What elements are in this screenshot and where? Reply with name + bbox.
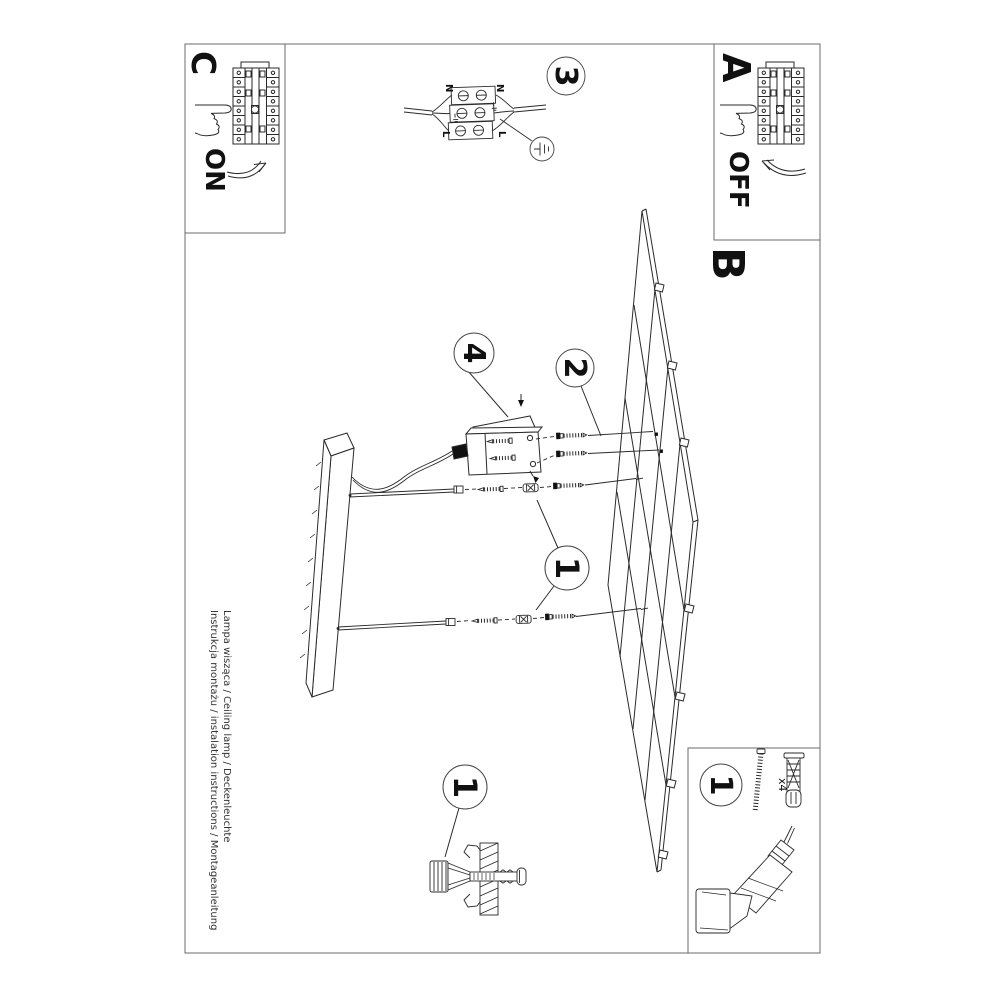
drill-icon xyxy=(696,826,795,933)
footer-product-line: Lampa wisząca / Ceiling lamp / Deckenleuchte xyxy=(221,610,232,843)
ceiling-grid-panel xyxy=(608,209,698,872)
panel-letter-b: B xyxy=(702,247,753,281)
kit-step-number: 1 xyxy=(703,774,739,796)
terminal-label-n-left: N xyxy=(443,84,454,93)
terminal-label-l-left: L xyxy=(440,131,451,138)
power-cable xyxy=(352,451,453,492)
curved-arrow-icon xyxy=(227,160,806,178)
step-2-number: 2 xyxy=(557,357,593,379)
terminal-label-n-right: N xyxy=(494,84,505,93)
step-1-number-anchors: 1 xyxy=(548,556,586,580)
footer-manual-line: Instrukcja montażu / instalation instructions / Montageanleitung xyxy=(208,610,219,931)
on-label: ON xyxy=(199,148,229,192)
panel-letter-c: C xyxy=(184,51,223,76)
step-3-number: 3 xyxy=(548,65,584,87)
step-1-number-drilling: 1 xyxy=(446,775,484,799)
dowel-cross-section-icon xyxy=(430,843,526,915)
off-label: OFF xyxy=(723,151,753,209)
lamp-profile xyxy=(300,433,354,697)
canopy-driver-box xyxy=(452,394,542,483)
terminal-label-l-right: L xyxy=(496,131,507,138)
callout-circles xyxy=(443,333,742,857)
quantity-label: x4 xyxy=(776,778,789,792)
panel-letter-a: A xyxy=(714,53,758,83)
step-4-number: 4 xyxy=(456,342,492,364)
